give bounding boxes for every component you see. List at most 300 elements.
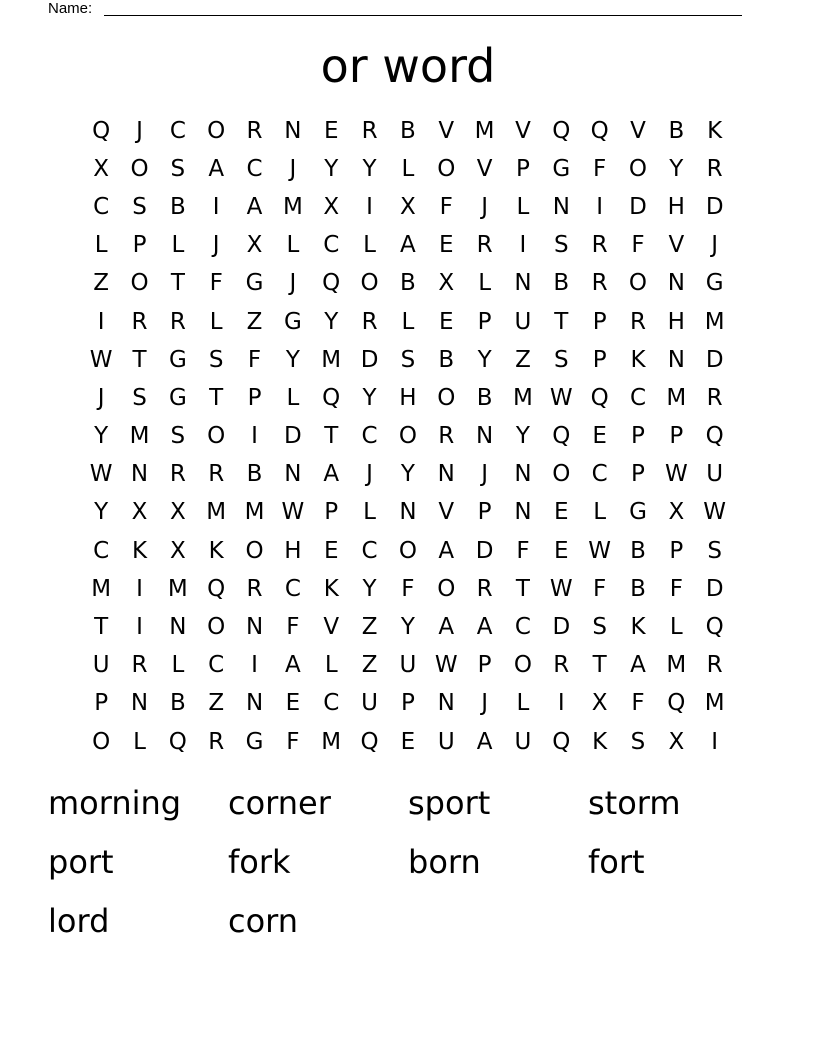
grid-letter: F xyxy=(439,193,453,220)
grid-letter: K xyxy=(208,537,224,564)
grid-letter: H xyxy=(667,193,685,220)
word-list-item: lord xyxy=(48,902,110,940)
grid-letter: R xyxy=(131,308,148,335)
grid-letter: Y xyxy=(515,423,530,450)
grid-letter: I xyxy=(366,193,373,220)
grid-letter: X xyxy=(668,499,685,526)
grid-letter: S xyxy=(553,346,569,373)
grid-letter: G xyxy=(283,308,302,335)
grid-letter: N xyxy=(437,690,455,717)
grid-letter: R xyxy=(591,270,608,297)
grid-letter: Y xyxy=(94,423,109,450)
grid-letter: E xyxy=(323,117,339,144)
grid-letter: A xyxy=(438,537,455,564)
grid-letter: C xyxy=(323,690,340,717)
grid-letter: W xyxy=(89,461,113,488)
grid-letter: A xyxy=(246,193,263,220)
grid-letter: R xyxy=(208,461,225,488)
grid-letter: T xyxy=(592,652,607,679)
grid-letter: F xyxy=(209,270,223,297)
word-list-item: port xyxy=(48,843,114,881)
grid-letter: L xyxy=(478,270,492,297)
grid-letter: L xyxy=(324,652,338,679)
grid-letter: N xyxy=(667,270,685,297)
grid-letter: O xyxy=(92,728,111,755)
grid-letter: L xyxy=(171,652,185,679)
grid-letter: D xyxy=(475,537,494,564)
grid-letter: A xyxy=(438,614,455,641)
grid-letter: Z xyxy=(93,270,110,297)
grid-letter: Q xyxy=(705,614,724,641)
grid-letter: L xyxy=(401,155,415,182)
grid-letter: E xyxy=(438,308,454,335)
grid-letter: P xyxy=(669,537,684,564)
grid-letter: V xyxy=(515,117,531,144)
grid-letter: O xyxy=(207,117,226,144)
grid-letter: O xyxy=(628,270,648,297)
grid-letter: F xyxy=(593,155,607,182)
grid-letter: G xyxy=(705,270,724,297)
grid-letter: J xyxy=(97,384,105,411)
grid-letter: O xyxy=(398,423,417,450)
page-title: or word xyxy=(320,39,496,93)
grid-letter: O xyxy=(398,537,417,564)
grid-letter: L xyxy=(516,193,530,220)
grid-letter: R xyxy=(438,423,455,450)
grid-letter: S xyxy=(132,193,147,220)
grid-letter: Y xyxy=(477,346,492,373)
word-list-item: fork xyxy=(228,843,291,881)
grid-letter: F xyxy=(286,728,300,755)
grid-letter: R xyxy=(553,652,570,679)
grid-letter: N xyxy=(667,346,685,373)
grid-letter: A xyxy=(400,232,416,259)
grid-letter: M xyxy=(244,499,265,526)
grid-letter: S xyxy=(208,346,224,373)
grid-letter: B xyxy=(400,117,416,144)
grid-letter: J xyxy=(481,461,488,488)
grid-letter: R xyxy=(131,652,148,679)
grid-letter: G xyxy=(245,270,264,297)
grid-letter: R xyxy=(246,575,263,602)
grid-letter: W xyxy=(281,499,305,526)
grid-letter: Z xyxy=(361,614,378,641)
grid-letter: J xyxy=(366,461,373,488)
grid-letter: N xyxy=(514,499,532,526)
grid-letter: W xyxy=(434,652,458,679)
grid-letter: B xyxy=(553,270,570,297)
grid-letter: J xyxy=(289,270,297,297)
grid-letter: A xyxy=(285,652,301,679)
grid-letter: H xyxy=(284,537,302,564)
grid-letter: S xyxy=(400,346,416,373)
grid-letter: Y xyxy=(362,384,377,411)
grid-letter: Q xyxy=(590,384,609,411)
grid-letter: E xyxy=(323,537,339,564)
grid-letter: L xyxy=(133,728,146,755)
grid-letter: Q xyxy=(92,117,111,144)
grid-letter: P xyxy=(592,346,607,373)
grid-letter: C xyxy=(323,232,340,259)
grid-letter: V xyxy=(438,117,455,144)
grid-letter: B xyxy=(668,117,685,144)
grid-letter: Q xyxy=(322,384,341,411)
grid-letter: Q xyxy=(552,728,571,755)
grid-letter: A xyxy=(208,155,225,182)
grid-letter: L xyxy=(286,384,300,411)
grid-letter: M xyxy=(704,308,725,335)
grid-letter: O xyxy=(628,155,648,182)
grid-letter: N xyxy=(476,423,494,450)
grid-letter: Q xyxy=(207,575,226,602)
grid-letter: I xyxy=(711,728,719,755)
grid-letter: T xyxy=(170,270,185,297)
grid-letter: N xyxy=(245,614,264,641)
grid-letter: P xyxy=(400,690,415,717)
grid-letter: X xyxy=(93,155,110,182)
grid-letter: D xyxy=(705,193,724,220)
grid-letter: M xyxy=(666,384,687,411)
grid-letter: L xyxy=(94,232,108,259)
grid-letter: M xyxy=(321,346,342,373)
grid-letter: E xyxy=(554,537,569,564)
grid-letter: V xyxy=(323,614,340,641)
grid-letter: S xyxy=(553,232,569,259)
grid-letter: M xyxy=(513,384,533,411)
grid-letter: T xyxy=(94,614,109,641)
grid-letter: Y xyxy=(669,155,684,182)
grid-letter: Q xyxy=(360,728,379,755)
grid-letter: Z xyxy=(361,652,378,679)
grid-letter: C xyxy=(93,193,110,220)
grid-letter: P xyxy=(94,690,109,717)
grid-letter: I xyxy=(136,614,143,641)
grid-letter: O xyxy=(130,155,149,182)
grid-letter: Q xyxy=(552,423,571,450)
grid-letter: T xyxy=(132,346,147,373)
grid-letter: R xyxy=(169,461,186,488)
grid-letter: J xyxy=(289,155,297,182)
grid-letter: W xyxy=(549,384,573,411)
grid-letter: K xyxy=(592,728,608,755)
grid-letter: O xyxy=(437,155,456,182)
grid-letter: R xyxy=(591,232,608,259)
grid-letter: B xyxy=(246,461,263,488)
word-list-item: corn xyxy=(228,902,299,940)
grid-letter: D xyxy=(284,423,302,450)
grid-letter: L xyxy=(516,690,530,717)
grid-letter: K xyxy=(630,614,646,641)
grid-letter: P xyxy=(324,499,339,526)
grid-letter: X xyxy=(246,232,263,259)
letter-grid xyxy=(82,112,734,761)
grid-letter: U xyxy=(706,461,724,488)
grid-letter: Y xyxy=(362,575,377,602)
grid-letter: D xyxy=(705,346,724,373)
grid-letter: X xyxy=(438,270,455,297)
grid-letter: D xyxy=(360,346,379,373)
grid-letter: C xyxy=(361,537,378,564)
word-list-item: fort xyxy=(588,843,645,881)
grid-letter: Q xyxy=(590,117,609,144)
grid-letter: N xyxy=(130,690,149,717)
grid-letter: U xyxy=(514,308,532,335)
grid-letter: V xyxy=(476,155,493,182)
grid-letter: Y xyxy=(400,614,415,641)
grid-letter: I xyxy=(251,423,258,450)
grid-letter: K xyxy=(707,117,723,144)
grid-letter: L xyxy=(401,308,415,335)
grid-letter: E xyxy=(285,690,301,717)
grid-letter: T xyxy=(209,384,224,411)
grid-letter: E xyxy=(400,728,416,755)
grid-letter: F xyxy=(631,690,645,717)
grid-letter: L xyxy=(593,499,607,526)
grid-letter: I xyxy=(596,193,604,220)
grid-letter: Q xyxy=(552,117,571,144)
grid-letter: Z xyxy=(515,346,531,373)
grid-letter: D xyxy=(705,575,724,602)
grid-letter: T xyxy=(554,308,569,335)
grid-letter: P xyxy=(132,232,147,259)
grid-letter: D xyxy=(552,614,571,641)
grid-letter: U xyxy=(92,652,110,679)
grid-letter: G xyxy=(168,346,187,373)
grid-letter: Y xyxy=(285,346,300,373)
grid-letter: L xyxy=(363,232,376,259)
grid-letter: B xyxy=(438,346,455,373)
grid-letter: X xyxy=(131,499,148,526)
name-field-row xyxy=(48,0,742,18)
grid-letter: F xyxy=(593,575,607,602)
grid-letter: L xyxy=(286,232,300,259)
grid-letter: G xyxy=(245,728,264,755)
grid-letter: C xyxy=(93,537,110,564)
grid-letter: J xyxy=(481,690,488,717)
grid-letter: C xyxy=(514,614,531,641)
grid-letter: K xyxy=(323,575,339,602)
grid-letter: E xyxy=(592,423,607,450)
grid-letter: L xyxy=(669,614,683,641)
grid-letter: P xyxy=(477,652,492,679)
grid-letter: C xyxy=(246,155,263,182)
grid-letter: B xyxy=(630,537,646,564)
grid-letter: R xyxy=(629,308,646,335)
grid-letter: R xyxy=(361,308,378,335)
grid-letter: F xyxy=(669,575,683,602)
name-underline xyxy=(104,15,742,16)
grid-letter: R xyxy=(706,384,723,411)
grid-letter: P xyxy=(247,384,262,411)
grid-letter: B xyxy=(630,575,646,602)
grid-letter: P xyxy=(592,308,607,335)
grid-letter: Y xyxy=(400,461,415,488)
grid-letter: I xyxy=(519,232,527,259)
grid-letter: M xyxy=(282,193,303,220)
grid-letter: D xyxy=(629,193,647,220)
grid-letter: U xyxy=(514,728,532,755)
grid-letter: E xyxy=(438,232,454,259)
grid-letter: V xyxy=(630,117,646,144)
grid-letter: O xyxy=(207,423,226,450)
grid-letter: P xyxy=(631,423,645,450)
grid-letter: N xyxy=(284,461,302,488)
grid-letter: W xyxy=(549,575,573,602)
grid-letter: U xyxy=(437,728,455,755)
grid-letter: G xyxy=(629,499,647,526)
word-list-item: corner xyxy=(228,784,331,822)
grid-letter: I xyxy=(212,193,220,220)
grid-letter: Y xyxy=(324,155,339,182)
grid-letter: Q xyxy=(667,690,686,717)
grid-letter: C xyxy=(284,575,301,602)
word-list-item: sport xyxy=(408,784,491,822)
grid-letter: O xyxy=(360,270,379,297)
grid-letter: H xyxy=(667,308,685,335)
grid-letter: I xyxy=(251,652,258,679)
grid-letter: P xyxy=(631,461,645,488)
grid-letter: R xyxy=(706,652,723,679)
grid-letter: Q xyxy=(705,423,724,450)
grid-letter: X xyxy=(323,193,340,220)
grid-letter: N xyxy=(399,499,417,526)
grid-letter: Y xyxy=(362,155,377,182)
grid-letter: I xyxy=(557,690,565,717)
grid-letter: O xyxy=(130,270,149,297)
grid-letter: C xyxy=(591,461,608,488)
grid-letter: R xyxy=(706,155,723,182)
grid-letter: C xyxy=(361,423,378,450)
grid-letter: I xyxy=(97,308,105,335)
grid-letter: V xyxy=(438,499,455,526)
grid-letter: P xyxy=(669,423,684,450)
grid-letter: G xyxy=(168,384,187,411)
grid-letter: N xyxy=(245,690,264,717)
grid-letter: B xyxy=(400,270,416,297)
grid-letter: U xyxy=(399,652,417,679)
grid-letter: S xyxy=(170,155,186,182)
grid-letter: P xyxy=(477,499,492,526)
grid-letter: Q xyxy=(168,728,187,755)
grid-letter: M xyxy=(129,423,150,450)
grid-letter: S xyxy=(170,423,186,450)
grid-letter: B xyxy=(476,384,493,411)
grid-letter: A xyxy=(323,461,340,488)
grid-letter: M xyxy=(206,499,227,526)
grid-letter: K xyxy=(131,537,148,564)
grid-letter: A xyxy=(476,728,493,755)
word-list-item: morning xyxy=(48,784,182,822)
grid-letter: J xyxy=(481,193,488,220)
grid-letter: O xyxy=(207,614,226,641)
word-list-item: storm xyxy=(588,784,681,822)
grid-letter: R xyxy=(208,728,225,755)
grid-letter: Y xyxy=(324,308,339,335)
grid-letter: X xyxy=(169,499,186,526)
grid-letter: O xyxy=(552,461,571,488)
grid-letter: R xyxy=(169,308,186,335)
grid-letter: N xyxy=(130,461,149,488)
grid-letter: S xyxy=(707,537,722,564)
grid-letter: S xyxy=(132,384,147,411)
grid-letter: J xyxy=(711,232,719,259)
grid-letter: X xyxy=(169,537,186,564)
grid-letter: R xyxy=(246,117,263,144)
grid-letter: M xyxy=(167,575,188,602)
grid-letter: V xyxy=(668,232,685,259)
grid-letter: M xyxy=(666,652,687,679)
grid-letter: X xyxy=(400,193,416,220)
grid-letter: Y xyxy=(94,499,109,526)
grid-letter: O xyxy=(513,652,532,679)
grid-letter: L xyxy=(363,499,376,526)
grid-letter: L xyxy=(171,232,185,259)
grid-letter: Z xyxy=(208,690,225,717)
grid-letter: C xyxy=(629,384,647,411)
grid-letter: N xyxy=(284,117,302,144)
grid-letter: N xyxy=(514,461,532,488)
grid-letter: B xyxy=(169,193,186,220)
word-list-item: born xyxy=(408,843,481,881)
grid-letter: A xyxy=(476,614,493,641)
grid-letter: N xyxy=(552,193,570,220)
grid-letter: R xyxy=(476,232,493,259)
grid-letter: W xyxy=(89,346,113,373)
grid-letter: X xyxy=(668,728,685,755)
grid-letter: F xyxy=(286,614,300,641)
grid-letter: N xyxy=(514,270,532,297)
grid-letter: S xyxy=(630,728,646,755)
grid-letter: Q xyxy=(322,270,341,297)
grid-letter: N xyxy=(169,614,187,641)
grid-letter: N xyxy=(437,461,455,488)
grid-letter: O xyxy=(245,537,264,564)
grid-letter: J xyxy=(212,232,220,259)
grid-letter: W xyxy=(588,537,612,564)
grid-letter: C xyxy=(169,117,186,144)
grid-letter: R xyxy=(476,575,493,602)
grid-letter: M xyxy=(91,575,112,602)
grid-letter: F xyxy=(401,575,415,602)
grid-letter: W xyxy=(664,461,688,488)
grid-letter: X xyxy=(591,690,608,717)
grid-letter: O xyxy=(437,575,456,602)
grid-letter: B xyxy=(169,690,186,717)
name-label: Name: xyxy=(48,0,93,17)
grid-letter: P xyxy=(516,155,530,182)
grid-letter: T xyxy=(324,423,339,450)
grid-letter: K xyxy=(630,346,646,373)
grid-letter: M xyxy=(474,117,495,144)
grid-letter: W xyxy=(703,499,727,526)
grid-letter: F xyxy=(631,232,645,259)
grid-letter: S xyxy=(592,614,607,641)
grid-letter: E xyxy=(554,499,569,526)
grid-letter: T xyxy=(515,575,530,602)
grid-letter: F xyxy=(247,346,262,373)
grid-letter: U xyxy=(361,690,378,717)
grid-letter: M xyxy=(321,728,342,755)
grid-letter: Z xyxy=(246,308,263,335)
grid-letter: F xyxy=(516,537,530,564)
grid-letter: J xyxy=(136,117,143,144)
grid-letter: L xyxy=(209,308,223,335)
grid-letter: H xyxy=(399,384,417,411)
grid-letter: G xyxy=(552,155,571,182)
grid-letter: I xyxy=(136,575,143,602)
grid-letter: A xyxy=(630,652,646,679)
word-list xyxy=(48,778,768,955)
